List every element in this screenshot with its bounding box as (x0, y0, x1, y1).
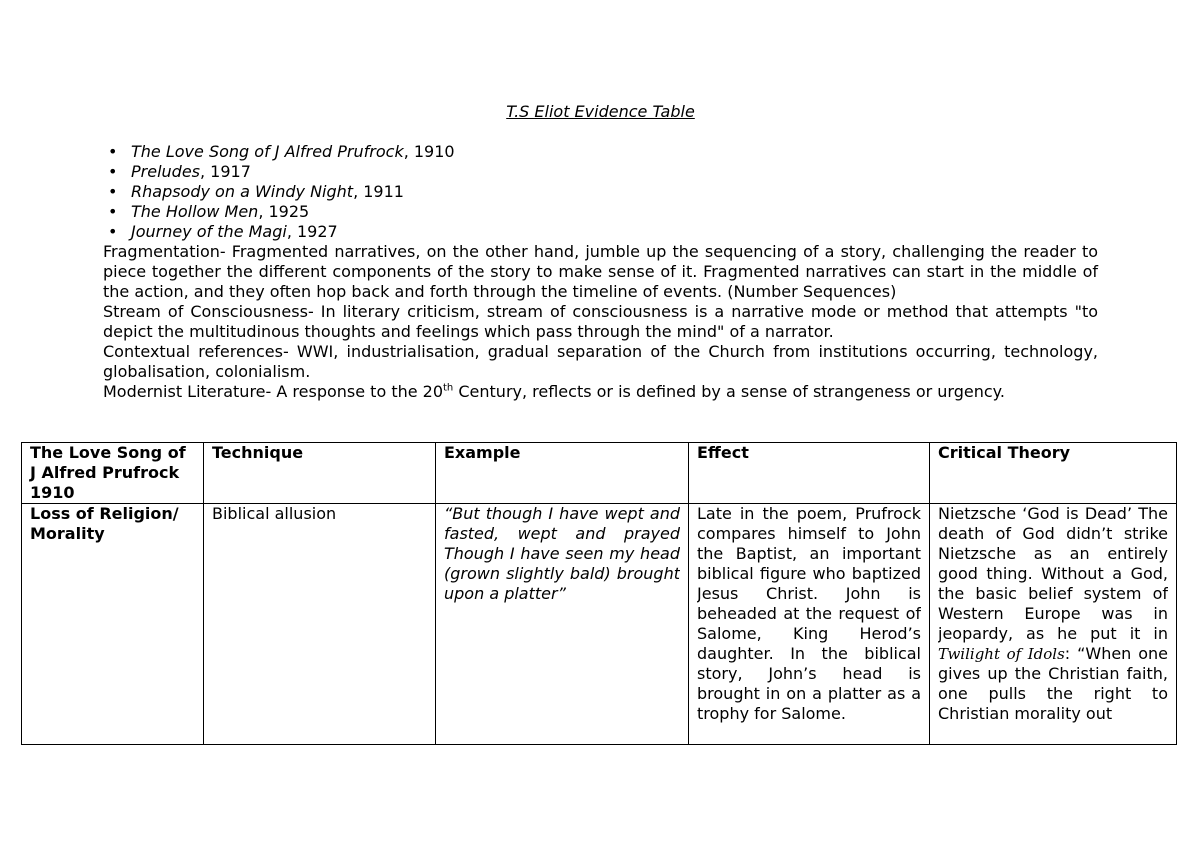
work-year: , 1917 (200, 162, 251, 181)
work-year: , 1925 (258, 202, 310, 221)
example-quote: “But though I have wept and fasted, wept and prayed Though I have seen my head (grown slightly bald) brought upon a platter” (444, 504, 680, 603)
bullet-icon: • (108, 182, 118, 201)
bullet-icon: • (108, 222, 118, 241)
table-header-row (22, 443, 1177, 504)
bullet-icon: • (108, 142, 118, 161)
list-item (108, 202, 1098, 222)
list-item (108, 142, 1098, 162)
critical-text-end: : “When one gives up the Christian faith, one pulls the right to Christian morality out (938, 644, 1168, 723)
work-year: , 1927 (286, 222, 338, 241)
list-item (108, 162, 1098, 182)
header-technique: Technique (204, 443, 436, 504)
critical-theory-text (938, 504, 1168, 744)
table-row (22, 504, 1177, 745)
work-title: The Love Song of J Alfred Prufrock (131, 142, 404, 161)
work-year: , 1910 (403, 142, 455, 161)
list-item (108, 182, 1098, 202)
work-year: , 1911 (353, 182, 404, 201)
bullet-icon: • (108, 162, 118, 181)
paragraph-modernist-literature (103, 382, 1098, 402)
modernist-text-end: Century, reflects or is defined by a sense of strangeness or urgency. (453, 382, 1005, 401)
cell-theme (22, 504, 204, 745)
header-poem: The Love Song of J Alfred Prufrock 1910 (22, 443, 204, 504)
work-title: The Hollow Men (131, 202, 259, 221)
document-title: T.S Eliot Evidence Table (506, 102, 695, 121)
list-item (108, 222, 1098, 242)
paragraph-contextual-references: Contextual references- WWI, industrialisation, gradual separation of the Church from institutions occurring, technology, globalisation, colonialism. (103, 342, 1098, 381)
work-title: Rhapsody on a Windy Night (131, 182, 354, 201)
cell-technique (204, 504, 436, 745)
critical-text-start: Nietzsche ‘God is Dead’ The death of God didn’t strike Nietzsche as an entirely good thing. Without a God, the basic belief system of Western Europe was in jeopardy, as he put it in (938, 504, 1168, 643)
work-title: Preludes (131, 162, 200, 181)
theme-text: Loss of Religion/ Morality (30, 504, 179, 543)
cell-effect (689, 504, 930, 745)
modernist-superscript: th (443, 382, 454, 394)
works-list (103, 142, 1098, 242)
paragraph-stream-of-consciousness: Stream of Consciousness- In literary criticism, stream of consciousness is a narrative mode or method that attempts "to depict the multitudinous thoughts and feelings which pass through the mind" of a narrator. (103, 302, 1098, 341)
bullet-icon: • (108, 202, 118, 221)
header-effect: Effect (689, 443, 930, 504)
document-page (103, 102, 1098, 402)
critical-book-title: Twilight of Idols (938, 645, 1065, 663)
cell-critical-theory (930, 504, 1177, 745)
effect-text: Late in the poem, Prufrock compares himself to John the Baptist, an important biblical figure who baptized Jesus Christ. John is beheaded at the request of Salome, King Herod’s daughter. In the biblical story, John’s head is brought in on a platter as a trophy for Salome. (697, 504, 921, 723)
header-example: Example (436, 443, 689, 504)
header-critical-theory: Critical Theory (930, 443, 1177, 504)
paragraph-fragmentation: Fragmentation- Fragmented narratives, on the other hand, jumble up the sequencing of a story, challenging the reader to piece together the different components of the story to make sense of it. Fragmented narratives can start in the middle of the action, and they often hop back and forth through the timeline of events. (Number Sequences) (103, 242, 1098, 301)
evidence-table (21, 442, 1177, 745)
cell-example (436, 504, 689, 745)
work-title: Journey of the Magi (131, 222, 287, 241)
technique-text: Biblical allusion (212, 504, 337, 523)
modernist-text-start: Modernist Literature- A response to the 20 (103, 382, 444, 401)
